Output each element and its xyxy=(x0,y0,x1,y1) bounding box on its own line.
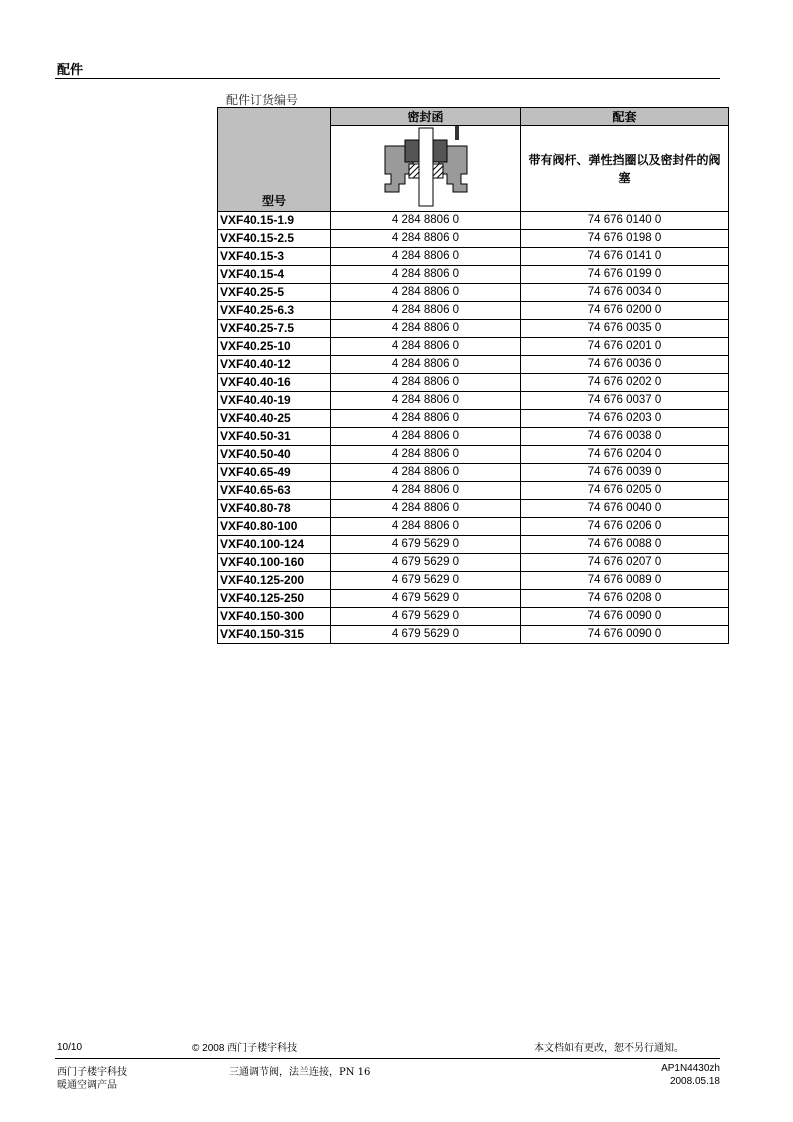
cell-kit-number: 74 676 0035 0 xyxy=(521,320,729,338)
column-header-kit: 配套 xyxy=(521,108,729,126)
cell-model: VXF40.40-25 xyxy=(218,410,331,428)
cell-seal-number: 4 284 8806 0 xyxy=(331,284,521,302)
footer-company: 西门子楼宇科技 xyxy=(57,1067,127,1078)
cell-seal-number: 4 284 8806 0 xyxy=(331,518,521,536)
cell-seal-number: 4 284 8806 0 xyxy=(331,338,521,356)
cell-seal-number: 4 284 8806 0 xyxy=(331,248,521,266)
cell-seal-number: 4 284 8806 0 xyxy=(331,266,521,284)
footer-division: 暖通空调产品 xyxy=(57,1080,117,1091)
cell-model: VXF40.80-100 xyxy=(218,518,331,536)
cell-seal-number: 4 679 5629 0 xyxy=(331,536,521,554)
page-number: 10/10 xyxy=(57,1042,83,1053)
cell-kit-number: 74 676 0090 0 xyxy=(521,626,729,644)
cell-model: VXF40.40-19 xyxy=(218,392,331,410)
page-section-title: 配件 xyxy=(57,62,84,77)
kit-description: 带有阀杆、弹性挡圈以及密封件的阀塞 xyxy=(521,126,729,212)
copyright: © 2008 西门子楼宇科技 xyxy=(192,1043,298,1054)
footer-rule xyxy=(55,1058,720,1059)
cell-model: VXF40.80-78 xyxy=(218,500,331,518)
table-row xyxy=(218,212,729,230)
table-row xyxy=(218,500,729,518)
cell-model: VXF40.25-7.5 xyxy=(218,320,331,338)
parts-order-table xyxy=(217,107,729,644)
cell-model: VXF40.65-49 xyxy=(218,464,331,482)
cell-model: VXF40.15-2.5 xyxy=(218,230,331,248)
table-row xyxy=(218,464,729,482)
document-date: 2008.05.18 xyxy=(669,1076,720,1087)
table-row xyxy=(218,590,729,608)
cell-kit-number: 74 676 0203 0 xyxy=(521,410,729,428)
cell-seal-number: 4 679 5629 0 xyxy=(331,572,521,590)
table-row xyxy=(218,428,729,446)
cell-model: VXF40.150-300 xyxy=(218,608,331,626)
cell-seal-number: 4 284 8806 0 xyxy=(331,320,521,338)
cell-kit-number: 74 676 0040 0 xyxy=(521,500,729,518)
cell-kit-number: 74 676 0090 0 xyxy=(521,608,729,626)
change-notice: 本文档如有更改，恕不另行通知。 xyxy=(534,1043,684,1054)
cell-kit-number: 74 676 0205 0 xyxy=(521,482,729,500)
cell-kit-number: 74 676 0038 0 xyxy=(521,428,729,446)
cell-model: VXF40.25-6.3 xyxy=(218,302,331,320)
cell-kit-number: 74 676 0204 0 xyxy=(521,446,729,464)
cell-kit-number: 74 676 0207 0 xyxy=(521,554,729,572)
cell-kit-number: 74 676 0198 0 xyxy=(521,230,729,248)
cell-model: VXF40.15-4 xyxy=(218,266,331,284)
cell-seal-number: 4 284 8806 0 xyxy=(331,374,521,392)
cell-seal-number: 4 679 5629 0 xyxy=(331,590,521,608)
table-row xyxy=(218,410,729,428)
table-caption: 配件订货编号 xyxy=(226,93,299,107)
cell-seal-number: 4 679 5629 0 xyxy=(331,554,521,572)
cell-seal-number: 4 284 8806 0 xyxy=(331,446,521,464)
cell-seal-number: 4 679 5629 0 xyxy=(331,608,521,626)
cell-kit-number: 74 676 0140 0 xyxy=(521,212,729,230)
seal-gland-drawing xyxy=(381,126,471,208)
cell-model: VXF40.25-5 xyxy=(218,284,331,302)
cell-model: VXF40.50-40 xyxy=(218,446,331,464)
cell-seal-number: 4 284 8806 0 xyxy=(331,392,521,410)
table-row xyxy=(218,554,729,572)
cell-seal-number: 4 284 8806 0 xyxy=(331,482,521,500)
table-row xyxy=(218,374,729,392)
table-row xyxy=(218,608,729,626)
cell-seal-number: 4 284 8806 0 xyxy=(331,428,521,446)
table-row xyxy=(218,320,729,338)
table-row xyxy=(218,518,729,536)
cell-kit-number: 74 676 0206 0 xyxy=(521,518,729,536)
table-row xyxy=(218,356,729,374)
table-row xyxy=(218,392,729,410)
table-row xyxy=(218,338,729,356)
cell-model: VXF40.125-200 xyxy=(218,572,331,590)
cell-seal-number: 4 284 8806 0 xyxy=(331,410,521,428)
seal-gland-drawing-cell xyxy=(331,126,521,212)
cell-seal-number: 4 284 8806 0 xyxy=(331,500,521,518)
table-row xyxy=(218,284,729,302)
cell-kit-number: 74 676 0037 0 xyxy=(521,392,729,410)
cell-kit-number: 74 676 0200 0 xyxy=(521,302,729,320)
table-row xyxy=(218,446,729,464)
cell-model: VXF40.40-12 xyxy=(218,356,331,374)
cell-model: VXF40.100-124 xyxy=(218,536,331,554)
cell-kit-number: 74 676 0039 0 xyxy=(521,464,729,482)
table-row xyxy=(218,266,729,284)
cell-seal-number: 4 284 8806 0 xyxy=(331,212,521,230)
column-header-seal: 密封函 xyxy=(331,108,521,126)
cell-kit-number: 74 676 0202 0 xyxy=(521,374,729,392)
cell-model: VXF40.65-63 xyxy=(218,482,331,500)
cell-model: VXF40.50-31 xyxy=(218,428,331,446)
table-row xyxy=(218,230,729,248)
cell-kit-number: 74 676 0201 0 xyxy=(521,338,729,356)
cell-model: VXF40.100-160 xyxy=(218,554,331,572)
cell-seal-number: 4 679 5629 0 xyxy=(331,626,521,644)
column-header-model: 型号 xyxy=(218,108,331,212)
header-rule xyxy=(55,78,720,79)
cell-kit-number: 74 676 0089 0 xyxy=(521,572,729,590)
table-row xyxy=(218,536,729,554)
cell-kit-number: 74 676 0036 0 xyxy=(521,356,729,374)
cell-seal-number: 4 284 8806 0 xyxy=(331,464,521,482)
cell-kit-number: 74 676 0034 0 xyxy=(521,284,729,302)
table-row xyxy=(218,482,729,500)
table-row xyxy=(218,572,729,590)
footer-product: 三通调节阀，法兰连接，PN 16 xyxy=(229,1067,371,1078)
cell-seal-number: 4 284 8806 0 xyxy=(331,356,521,374)
cell-model: VXF40.125-250 xyxy=(218,590,331,608)
cell-model: VXF40.150-315 xyxy=(218,626,331,644)
table-row xyxy=(218,626,729,644)
document-number: AP1N4430zh xyxy=(661,1063,720,1074)
cell-model: VXF40.15-3 xyxy=(218,248,331,266)
cell-kit-number: 74 676 0141 0 xyxy=(521,248,729,266)
cell-model: VXF40.25-10 xyxy=(218,338,331,356)
cell-seal-number: 4 284 8806 0 xyxy=(331,230,521,248)
cell-model: VXF40.15-1.9 xyxy=(218,212,331,230)
table-row xyxy=(218,248,729,266)
cell-kit-number: 74 676 0088 0 xyxy=(521,536,729,554)
cell-model: VXF40.40-16 xyxy=(218,374,331,392)
cell-kit-number: 74 676 0208 0 xyxy=(521,590,729,608)
table-row xyxy=(218,302,729,320)
cell-kit-number: 74 676 0199 0 xyxy=(521,266,729,284)
cell-seal-number: 4 284 8806 0 xyxy=(331,302,521,320)
